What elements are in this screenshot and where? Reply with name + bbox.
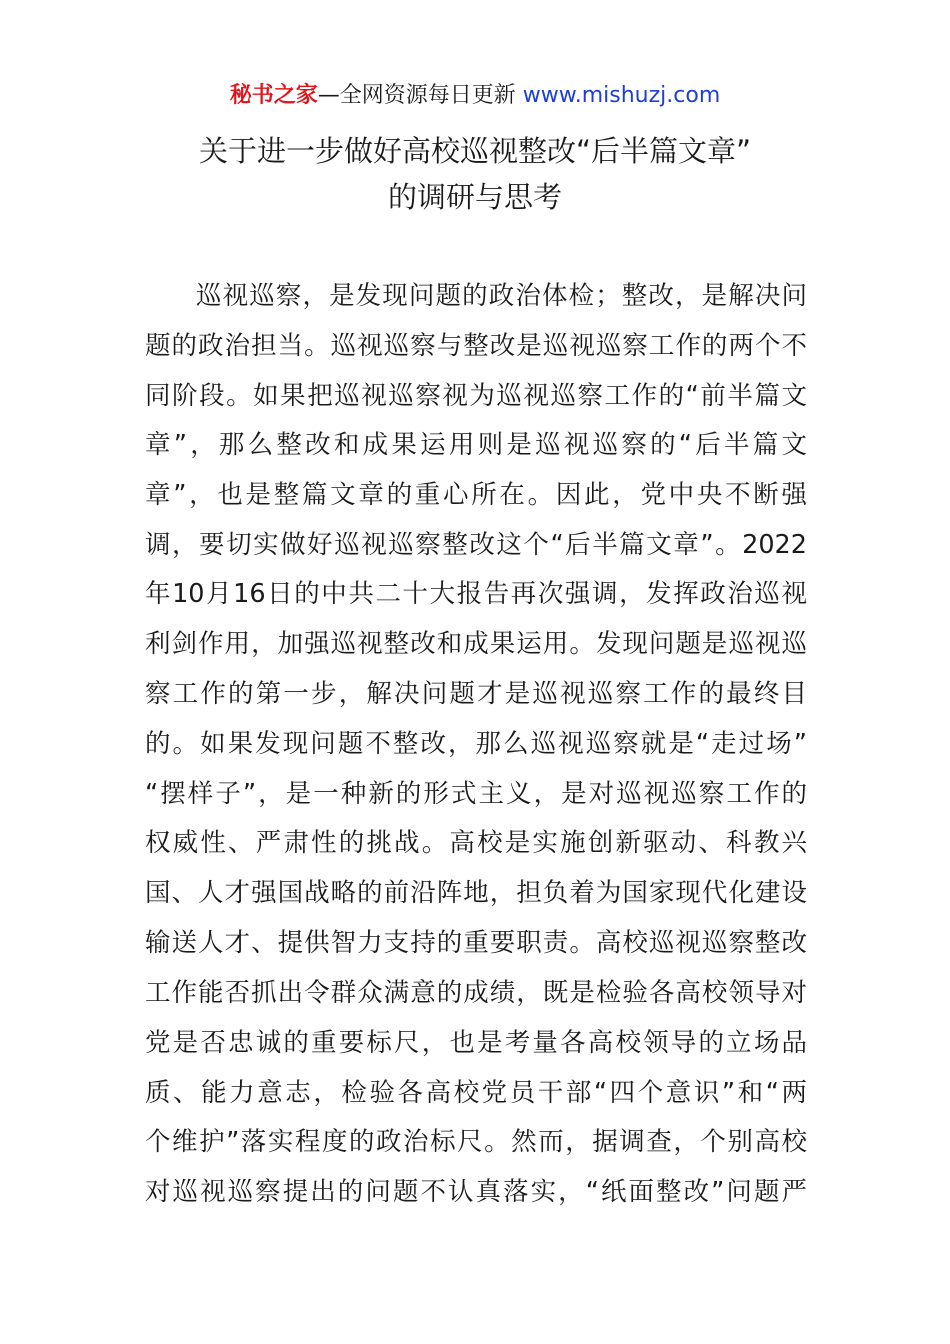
body-line: 个维护”落实程度的政治标尺。然而，据调查，个别高校 (145, 1127, 807, 1157)
site-header (0, 80, 950, 112)
body-line: 章”，那么整改和成果运用则是巡视巡察的“后半篇文 (145, 430, 807, 460)
body-line: 对巡视巡察提出的问题不认真落实，“纸面整改”问题严 (145, 1177, 807, 1207)
site-tagline: —全网资源每日更新 (317, 83, 516, 108)
body-line: 章”，也是整篇文章的重心所在。因此，党中央不断强 (145, 480, 807, 510)
site-url-link[interactable]: www.mishuzj.com (522, 83, 721, 108)
body-line: 党是否忠诚的重要标尺，也是考量各高校领导的立场品 (145, 1028, 807, 1058)
body-line: 的。如果发现问题不整改，那么巡视巡察就是“走过场” (145, 729, 807, 759)
body-line: 工作能否抓出令群众满意的成绩，既是检验各高校领导对 (145, 978, 807, 1008)
body-line: “摆样子”，是一种新的形式主义，是对巡视巡察工作的 (145, 779, 807, 809)
body-line: 调，要切实做好巡视巡察整改这个“后半篇文章”。2022 (145, 530, 807, 560)
body-line: 利剑作用，加强巡视整改和成果运用。发现问题是巡视巡 (145, 629, 807, 659)
body-line: 输送人才、提供智力支持的重要职责。高校巡视巡察整改 (145, 928, 807, 958)
document-title-line-1: 关于进一步做好高校巡视整改“后半篇文章” (198, 134, 752, 168)
document-title-line-2: 的调研与思考 (387, 180, 562, 214)
body-line: 年10月16日的中共二十大报告再次强调，发挥政治巡视 (145, 579, 807, 609)
body-line: 巡视巡察，是发现问题的政治体检；整改，是解决问 (196, 281, 807, 311)
site-brand: 秘书之家 (229, 83, 318, 108)
body-line: 题的政治担当。巡视巡察与整改是巡视巡察工作的两个不 (145, 331, 807, 361)
body-line: 同阶段。如果把巡视巡察视为巡视巡察工作的“前半篇文 (145, 381, 807, 411)
body-line: 质、能力意志，检验各高校党员干部“四个意识”和“两 (145, 1078, 807, 1108)
body-line: 国、人才强国战略的前沿阵地，担负着为国家现代化建设 (145, 878, 807, 908)
body-line: 察工作的第一步，解决问题才是巡视巡察工作的最终目 (145, 679, 807, 709)
body-line: 权威性、严肃性的挑战。高校是实施创新驱动、科教兴 (145, 828, 807, 858)
